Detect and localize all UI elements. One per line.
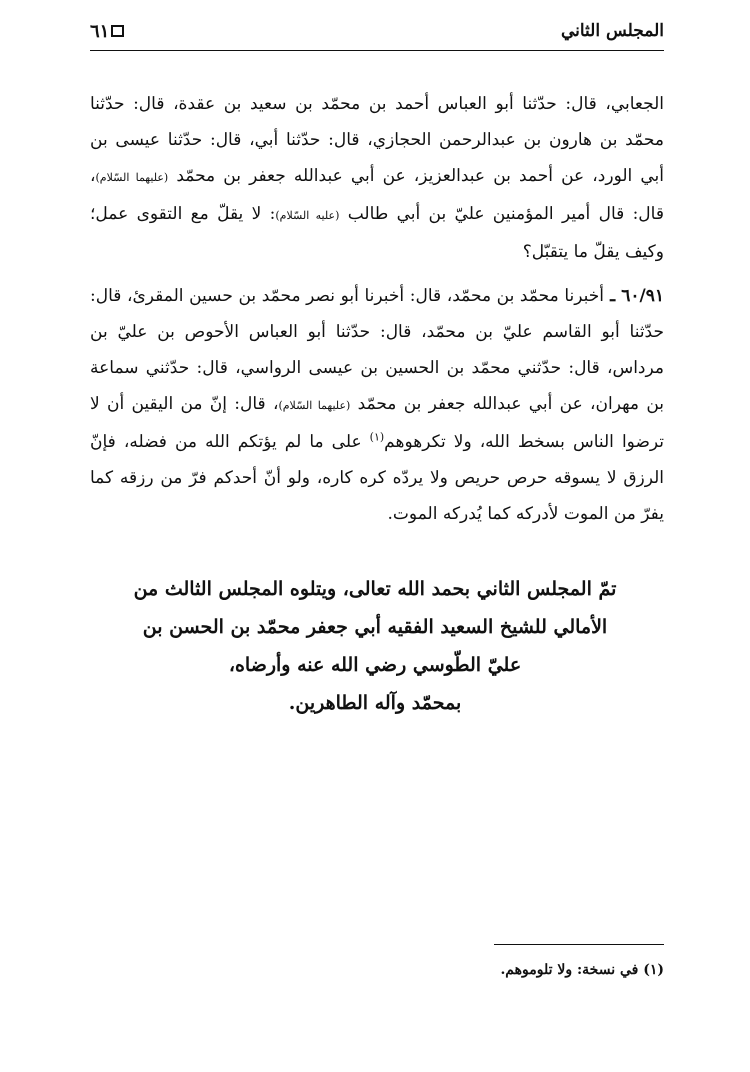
page-header <box>90 18 664 51</box>
honorific-1b: (عليه السّلام) <box>275 209 340 222</box>
running-title: المجلس الثاني <box>560 21 664 41</box>
paragraph-hadith-1 <box>90 86 664 270</box>
colophon-line-1: تمّ المجلس الثاني بحمد الله تعالى، ويتلوه المجلس الثالث من <box>133 578 617 600</box>
honorific-1a: (عليهما السّلام) <box>95 171 169 184</box>
colophon-line-3: عليّ الطّوسي رضي الله عنه وأرضاه، <box>228 654 522 676</box>
paragraph-1-text-a: الجعابي، قال: حدّثنا أبو العباس أحمد بن محمّد بن سعيد بن عقدة، قال: حدّثنا محمّد بن هارون بن عبدالرحمن الحجازي، قال: حدّثنا أبي، قال: حدّثنا عيسى بن أبي الورد، عن أحمد بن عبدالعزيز، عن أبي عبدالله جعفر بن محمّد <box>90 94 664 186</box>
colophon-line-2: الأمالي للشيخ السعيد الفقيه أبي جعفر محمّد بن الحسن بن <box>142 616 608 638</box>
paragraph-hadith-2 <box>90 278 664 532</box>
hadith-reference-number: ٦٠/٩١ <box>621 286 664 306</box>
footnote: (١) في نسخة: ولا تلوموهم. <box>500 962 664 978</box>
footnote-divider <box>494 944 664 945</box>
page-number: ٦١ <box>90 20 110 42</box>
paragraph-2-text-a: أخبرنا محمّد بن محمّد، قال: أخبرنا أبو نصر محمّد بن حسين المقرئ، قال: حدّثنا أبو القاسم عليّ بن محمّد، قال: حدّثنا أبو العباس الأحوص بن عليّ بن مرداس، قال: حدّثني محمّد بن الحسين بن عيسى الرواسي، قال: حدّثني سماعة بن مهران، عن أبي عبدالله جعفر بن محمّد <box>90 286 664 414</box>
paragraph-2-text-c: على ما لم يؤتكم الله من فضله، فإنّ الرزق لا يسوقه حرص حريص ولا يردّه كره كاره، ولو أنّ أحدكم فرّ من رزقه كما يفرّ من الموت لأدركه كما يُدركه الموت. <box>90 432 664 524</box>
hadith-reference-dash: ـ <box>604 286 622 306</box>
footnote-marker: (١) <box>369 430 385 444</box>
paragraph-2-text-b: ، قال: إنّ من اليقين أن لا ترضوا الناس بسخط الله، ولا تكرهوهم <box>90 394 665 452</box>
paragraph-1-text-b: ، قال: قال أمير المؤمنين عليّ بن أبي طالب <box>90 166 664 224</box>
body-text <box>90 86 664 540</box>
honorific-2: (عليهما السّلام) <box>278 399 351 412</box>
paragraph-1-text-c: : لا يقلّ مع التقوى عمل؛ وكيف يقلّ ما يتقبّل؟ <box>90 204 664 262</box>
page-box-icon <box>111 25 124 37</box>
colophon-line-4: بمحمّد وآله الطاهرين. <box>288 692 462 714</box>
colophon <box>120 570 630 722</box>
page-number-group <box>90 21 124 42</box>
